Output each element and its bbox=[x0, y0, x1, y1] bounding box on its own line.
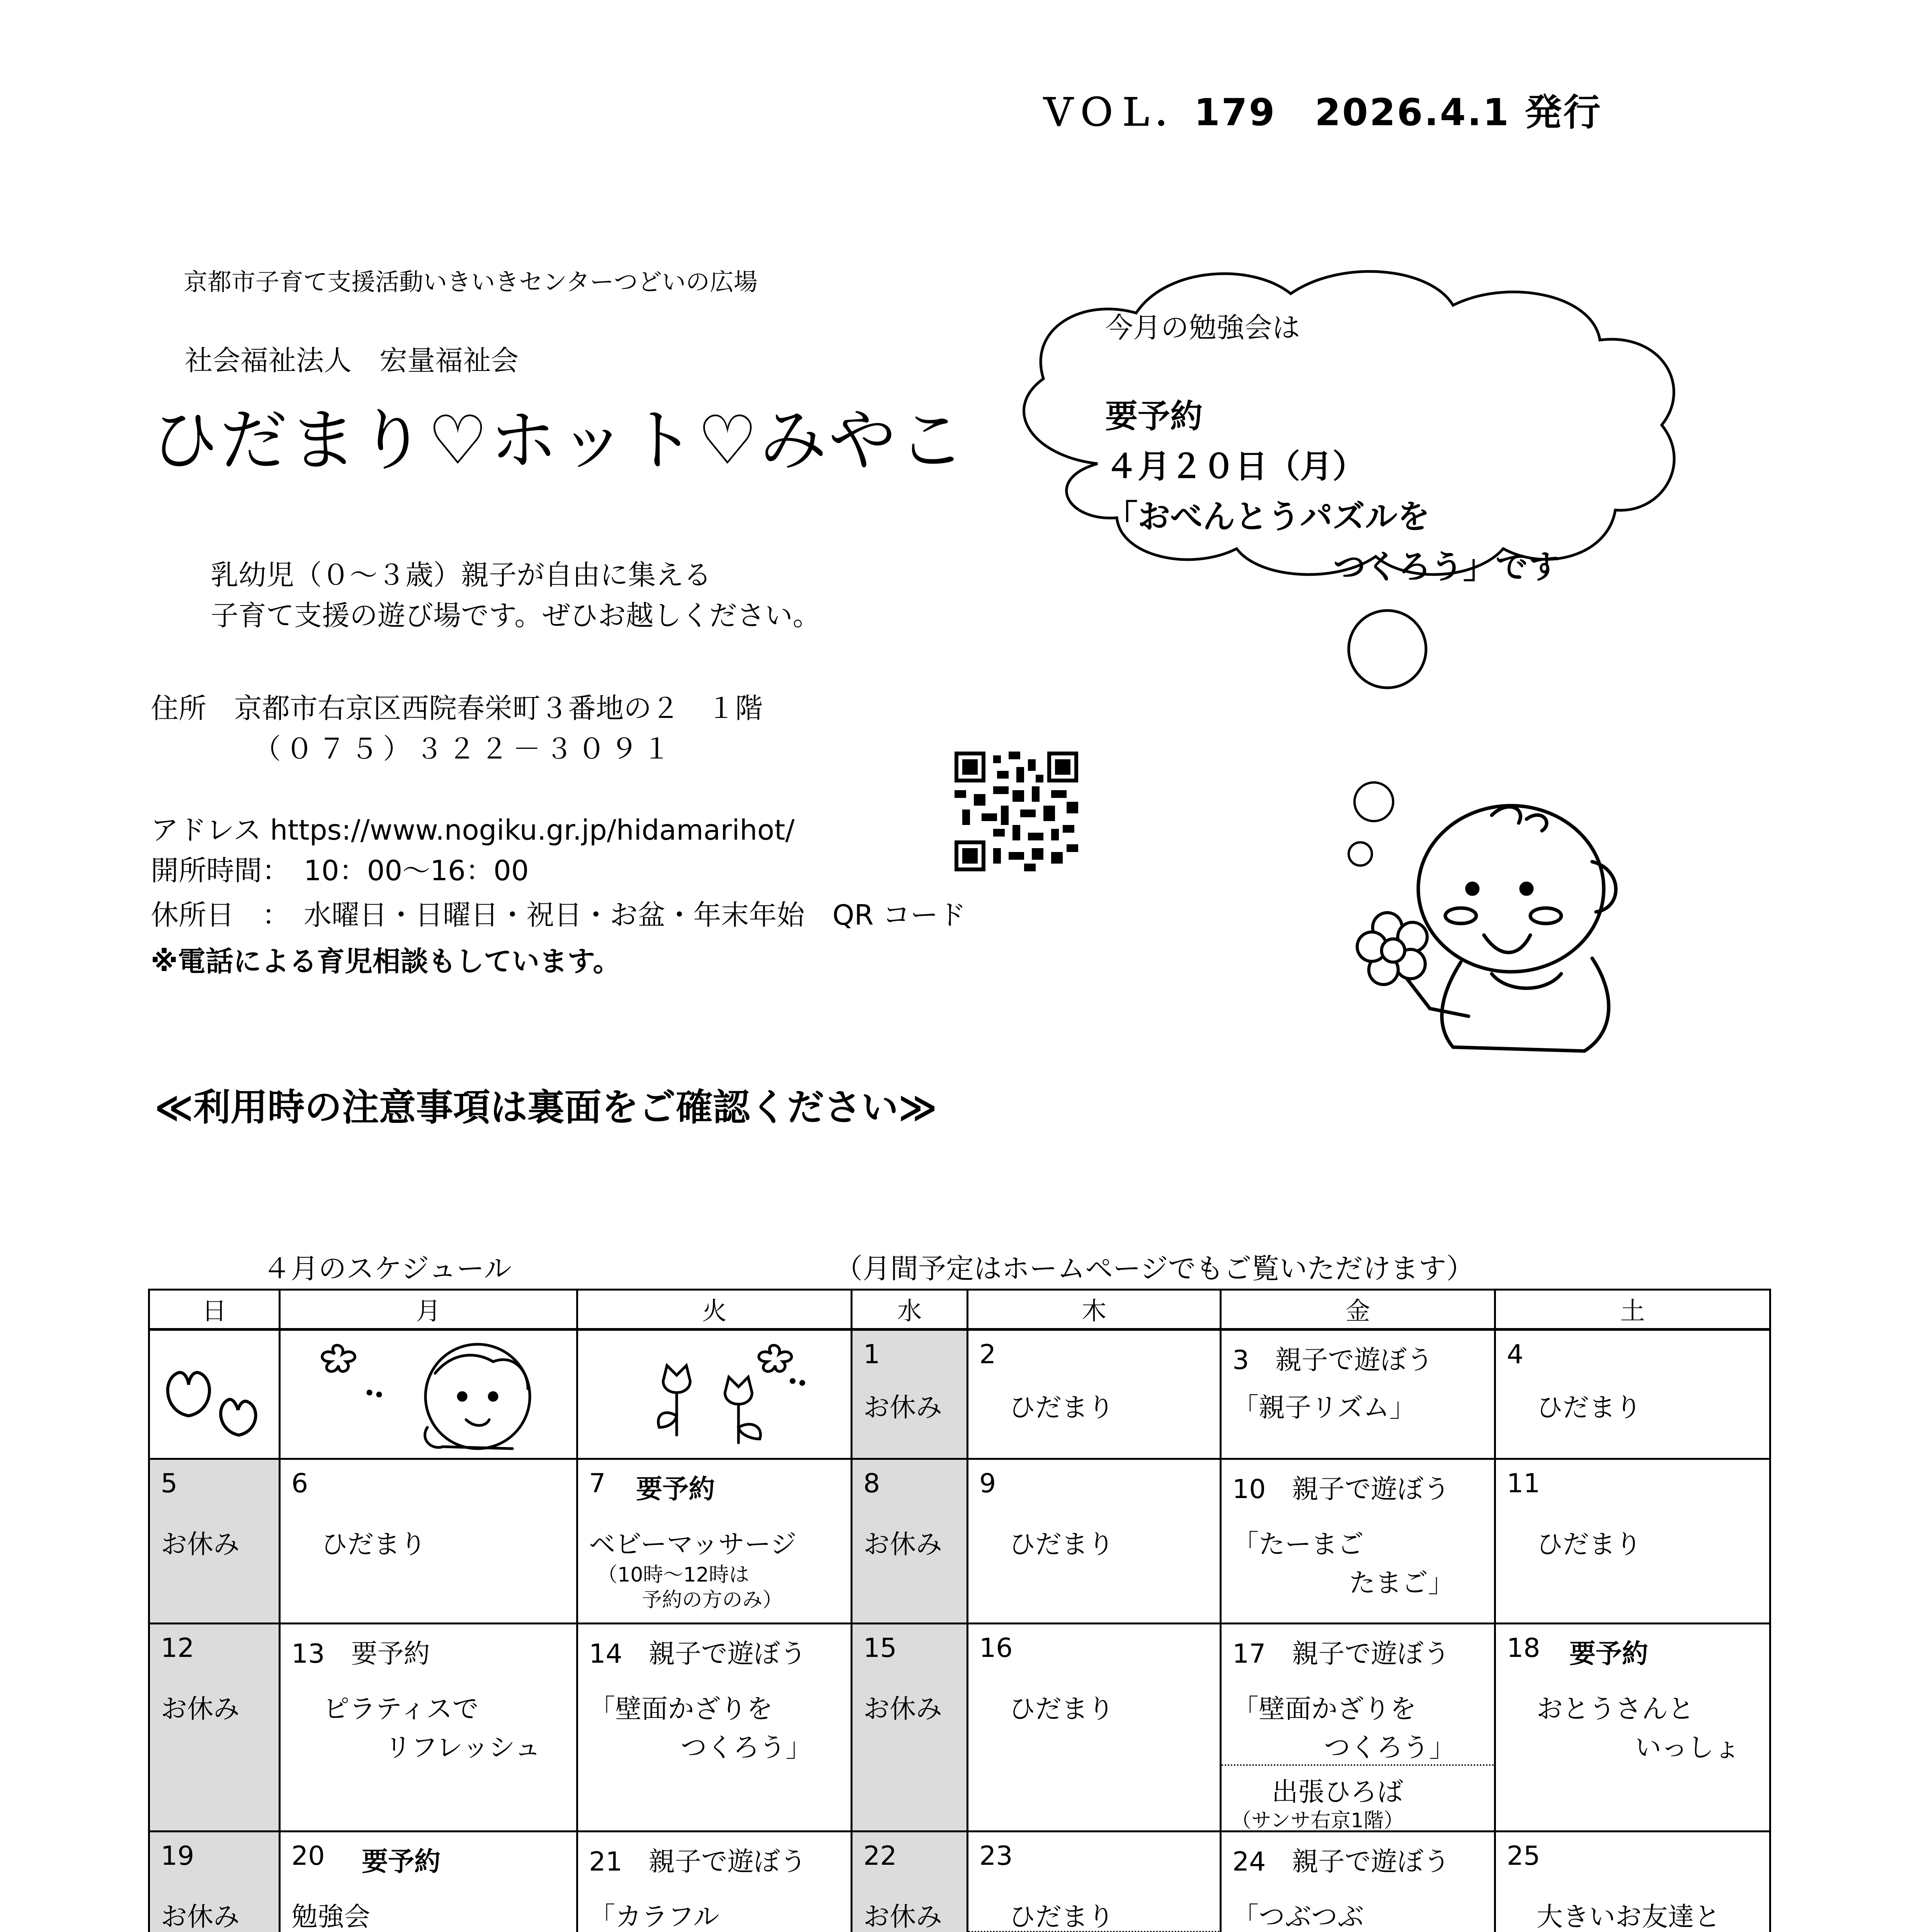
weekday-sat: 土 bbox=[1495, 1290, 1770, 1330]
weekday-tue: 火 bbox=[577, 1290, 852, 1330]
event-label: 「つぶつぶ bbox=[1232, 1902, 1364, 1932]
calendar-day-2[interactable] bbox=[968, 1329, 1221, 1459]
outreach-label: 出張ひろば bbox=[1272, 1777, 1404, 1808]
day-number: 4 bbox=[1507, 1339, 1524, 1370]
event-label: リフレッシュ bbox=[385, 1733, 541, 1764]
boy-with-butterfly-icon bbox=[311, 1338, 543, 1454]
baby-with-flower-icon bbox=[1345, 792, 1654, 1070]
cloud-line-5: つくろう」です bbox=[1333, 548, 1561, 586]
day-number: 21 親子で遊ぼう bbox=[589, 1847, 807, 1878]
event-label: 勉強会 bbox=[291, 1902, 371, 1932]
caution-note: ≪利用時の注意事項は裏面をご確認ください≫ bbox=[155, 1086, 937, 1129]
corporation-line: 社会福祉法人 宏量福祉会 bbox=[185, 344, 519, 377]
day-number: 24 親子で遊ぼう bbox=[1232, 1847, 1450, 1878]
day-number: 1 bbox=[863, 1339, 880, 1370]
organization-line: 京都市子育て支援活動いきいきセンターつどいの広場 bbox=[184, 268, 758, 296]
divider bbox=[1222, 1764, 1494, 1766]
day-number: 2 bbox=[979, 1339, 996, 1370]
reservation-tag: 要予約 bbox=[636, 1474, 715, 1505]
intro-line-2: 子育て支援の遊び場です。ぜひお越しください。 bbox=[211, 599, 821, 632]
weekday-sun: 日 bbox=[149, 1290, 280, 1330]
day-number: 14 親子で遊ぼう bbox=[589, 1639, 807, 1670]
day-number: 13 要予約 bbox=[291, 1639, 430, 1670]
opening-hours: 開所時間： 10：00～16：00 bbox=[151, 854, 529, 887]
reservation-tag: 要予約 bbox=[1569, 1639, 1649, 1670]
weekday-fri: 金 bbox=[1221, 1290, 1495, 1330]
weekday-mon: 月 bbox=[280, 1290, 577, 1330]
closed-label: お休み bbox=[161, 1902, 240, 1932]
calendar-day-13[interactable] bbox=[280, 1624, 577, 1832]
volume-and-date: ＶＯＬ．179 2026.4.1 発行 bbox=[1040, 91, 1602, 134]
day-number: 23 bbox=[979, 1841, 1013, 1872]
outreach-location: （サンサ右京1階） bbox=[1231, 1809, 1404, 1833]
event-label: いっしょ bbox=[1635, 1733, 1741, 1764]
day-number: 20 bbox=[291, 1841, 325, 1872]
event-label: たまご」 bbox=[1349, 1568, 1455, 1599]
day-number: 12 bbox=[161, 1633, 194, 1664]
day-number: 6 bbox=[291, 1468, 308, 1499]
calendar-day-20[interactable] bbox=[280, 1832, 577, 1932]
day-number: 7 bbox=[589, 1468, 606, 1499]
closed-label: お休み bbox=[863, 1694, 943, 1725]
event-label: おとうさんと bbox=[1537, 1694, 1695, 1725]
event-label: ひだまり bbox=[1009, 1694, 1115, 1725]
weekday-wed: 水 bbox=[852, 1290, 968, 1330]
closed-days: 休所日 ： 水曜日・日曜日・祝日・お盆・年末年始 QR コード bbox=[151, 899, 966, 931]
cloud-line-3: ４月２０日（月） bbox=[1105, 447, 1365, 485]
closed-label: お休み bbox=[161, 1694, 240, 1725]
day-number: 17 親子で遊ぼう bbox=[1232, 1639, 1450, 1670]
event-label: ひだまり bbox=[1009, 1902, 1115, 1932]
event-label: 「壁面かざりを bbox=[1232, 1694, 1417, 1725]
calendar-day-6[interactable] bbox=[280, 1459, 577, 1624]
cloud-line-1: 今月の勉強会は bbox=[1105, 311, 1300, 344]
calendar-cell-empty bbox=[149, 1329, 280, 1459]
day-number: 11 bbox=[1507, 1468, 1540, 1499]
event-label: ひだまり bbox=[1537, 1392, 1642, 1423]
calendar-day-4[interactable] bbox=[1495, 1329, 1770, 1459]
event-note: 予約の方のみ） bbox=[642, 1588, 783, 1612]
event-label: ベビーマッサージ bbox=[589, 1529, 797, 1560]
page-title: ひだまり♡ホット♡みやこ bbox=[151, 401, 967, 480]
calendar-day-21[interactable] bbox=[577, 1832, 852, 1932]
calendar-day-9[interactable] bbox=[968, 1459, 1221, 1624]
april-schedule-calendar bbox=[148, 1289, 1771, 1932]
calendar-day-3[interactable] bbox=[1221, 1329, 1495, 1459]
calendar-cell-empty bbox=[280, 1329, 577, 1459]
calendar-day-24[interactable] bbox=[1221, 1832, 1495, 1932]
calendar-day-17[interactable] bbox=[1221, 1624, 1495, 1832]
address: 住所 京都市右京区西院春栄町３番地の２ １階 bbox=[151, 692, 763, 724]
calendar-day-8[interactable] bbox=[852, 1459, 968, 1624]
calendar-day-15[interactable] bbox=[852, 1624, 968, 1832]
calendar-day-19[interactable] bbox=[149, 1832, 280, 1932]
day-number: 15 bbox=[863, 1633, 897, 1664]
reservation-tag: 要予約 bbox=[362, 1847, 441, 1878]
day-number: 5 bbox=[161, 1468, 178, 1499]
event-note: （10時～12時は bbox=[597, 1563, 749, 1587]
calendar-day-14[interactable] bbox=[577, 1624, 852, 1832]
leaf-hearts-icon bbox=[162, 1358, 270, 1443]
calendar-day-22[interactable] bbox=[852, 1832, 968, 1932]
closed-label: お休み bbox=[863, 1902, 943, 1932]
calendar-day-16[interactable] bbox=[968, 1624, 1221, 1832]
tulips-icon bbox=[640, 1338, 833, 1454]
calendar-day-23[interactable] bbox=[968, 1832, 1221, 1932]
calendar-day-10[interactable] bbox=[1221, 1459, 1495, 1624]
calendar-day-18[interactable] bbox=[1495, 1624, 1770, 1832]
calendar-day-11[interactable] bbox=[1495, 1459, 1770, 1624]
cloud-line-2: 要予約 bbox=[1105, 397, 1203, 435]
day-number: 18 bbox=[1507, 1633, 1540, 1664]
schedule-heading: ４月のスケジュール bbox=[263, 1252, 512, 1285]
closed-label: お休み bbox=[863, 1529, 943, 1560]
website-url[interactable]: アドレス https://www.nogiku.gr.jp/hidamarihot/ bbox=[151, 814, 795, 846]
event-label: 「親子リズム」 bbox=[1232, 1392, 1416, 1423]
day-number: 16 bbox=[979, 1633, 1013, 1664]
phone-number: （０７５）３２２－３０９１ bbox=[253, 733, 676, 765]
event-label: ピラティスで bbox=[323, 1694, 479, 1725]
calendar-day-7[interactable] bbox=[577, 1459, 852, 1624]
event-label: 「カラフル bbox=[589, 1902, 720, 1932]
event-label: つくろう」 bbox=[681, 1733, 812, 1764]
closed-label: お休み bbox=[161, 1529, 240, 1560]
event-label: ひだまり bbox=[1009, 1529, 1115, 1560]
phone-consultation-note: ※電話による育児相談もしています。 bbox=[151, 945, 621, 978]
day-number: 19 bbox=[161, 1841, 194, 1872]
closed-label: お休み bbox=[863, 1392, 943, 1423]
event-label: ひだまり bbox=[1537, 1529, 1642, 1560]
day-number: 10 親子で遊ぼう bbox=[1232, 1474, 1450, 1505]
event-label: 「壁面かざりを bbox=[589, 1694, 773, 1725]
day-number: 9 bbox=[979, 1468, 996, 1499]
calendar-day-12[interactable] bbox=[149, 1624, 280, 1832]
event-label: 大きいお友達と bbox=[1537, 1902, 1721, 1932]
event-label: ひだまり bbox=[1009, 1392, 1115, 1423]
weekday-thu: 木 bbox=[968, 1290, 1221, 1330]
schedule-subheading: （月間予定はホームページでもご覧いただけます） bbox=[835, 1252, 1474, 1285]
event-label: つくろう」 bbox=[1324, 1733, 1456, 1764]
intro-line-1: 乳幼児（０～３歳）親子が自由に集える bbox=[211, 559, 712, 591]
day-number: 22 bbox=[863, 1841, 897, 1872]
day-number: 8 bbox=[863, 1468, 880, 1499]
calendar-day-5[interactable] bbox=[149, 1459, 280, 1624]
day-number: 3 親子で遊ぼう bbox=[1232, 1345, 1433, 1376]
calendar-day-25[interactable] bbox=[1495, 1832, 1770, 1932]
event-label: ひだまり bbox=[321, 1529, 427, 1560]
cloud-line-4: 「おべんとうパズルを bbox=[1105, 498, 1430, 536]
day-number: 25 bbox=[1507, 1841, 1540, 1872]
event-label: 「たーまご bbox=[1232, 1529, 1364, 1560]
calendar-day-1[interactable] bbox=[852, 1329, 968, 1459]
calendar-cell-empty bbox=[577, 1329, 852, 1459]
